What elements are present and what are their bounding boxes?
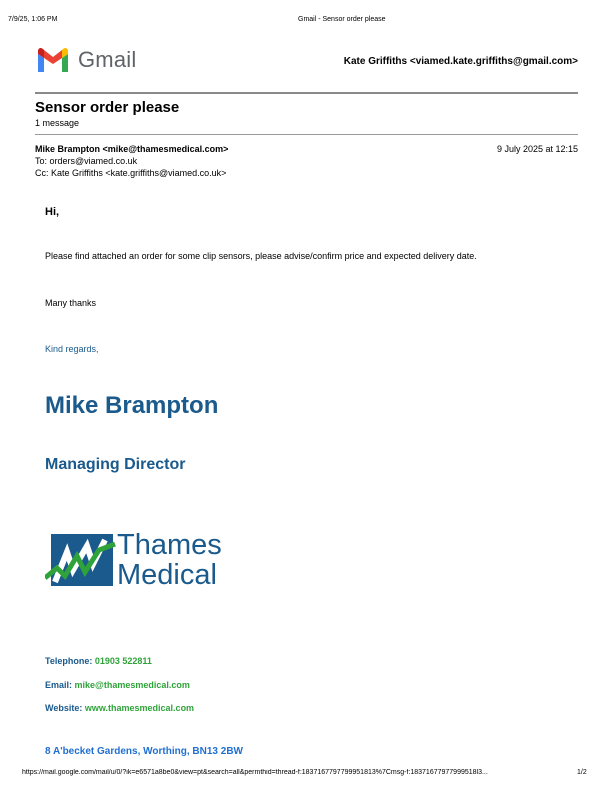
telephone-label: Telephone:: [45, 656, 93, 666]
thames-medical-logo: [45, 530, 255, 600]
website-label: Website:: [45, 703, 83, 713]
gmail-wordmark: Gmail: [78, 47, 137, 72]
signature-website: [45, 703, 194, 713]
logo-text-thames: Thames: [117, 529, 222, 561]
message-thanks: Many thanks: [45, 298, 97, 308]
signature-telephone: [45, 656, 152, 666]
signature-address: 8 A'becket Gardens, Worthing, BN13 2BW: [45, 746, 243, 757]
message-count: 1 message: [35, 118, 80, 128]
message-date: 9 July 2025 at 12:15: [496, 144, 578, 154]
email-link[interactable]: mike@thamesmedical.com: [74, 680, 190, 690]
thread-subject: Sensor order please: [35, 99, 180, 116]
signature-email: [45, 680, 190, 690]
gmail-logo-icon: [36, 46, 70, 72]
message-body: Please find attached an order for some clip sensors, please advise/confirm price and expected delivery date.: [45, 251, 477, 261]
thames-medical-mark-icon: [45, 530, 117, 590]
message-from: Mike Brampton <mike@thamesmedical.com>: [35, 144, 229, 154]
website-link[interactable]: www.thamesmedical.com: [84, 703, 195, 713]
page-number: 1/2: [577, 769, 587, 776]
signature-name: Mike Brampton: [45, 392, 219, 419]
message-cc: Cc: Kate Griffiths <kate.griffiths@viamed.co.uk>: [35, 168, 227, 178]
signature-title: Managing Director: [45, 456, 186, 473]
print-datetime: 7/9/25, 1:06 PM: [8, 16, 58, 23]
header-divider: [35, 92, 578, 94]
telephone-value: 01903 522811: [94, 656, 152, 666]
thread-divider: [35, 134, 578, 135]
message-greeting: Hi,: [45, 206, 60, 218]
print-url: https://mail.google.com/mail/u/0/?ik=e6571a8be0&view=pt&search=all&permthid=thread-f:1837167797799951813%7Cmsg-f:18371677977999518l3...: [22, 769, 488, 776]
logo-text-medical: Medical: [117, 559, 217, 591]
account-address: Kate Griffiths <viamed.kate.griffiths@gmail.com>: [343, 56, 578, 67]
email-label: Email:: [45, 680, 73, 690]
message-regards: Kind regards,: [45, 344, 99, 354]
print-title: Gmail - Sensor order please: [298, 16, 386, 23]
message-to: To: orders@viamed.co.uk: [35, 156, 138, 166]
